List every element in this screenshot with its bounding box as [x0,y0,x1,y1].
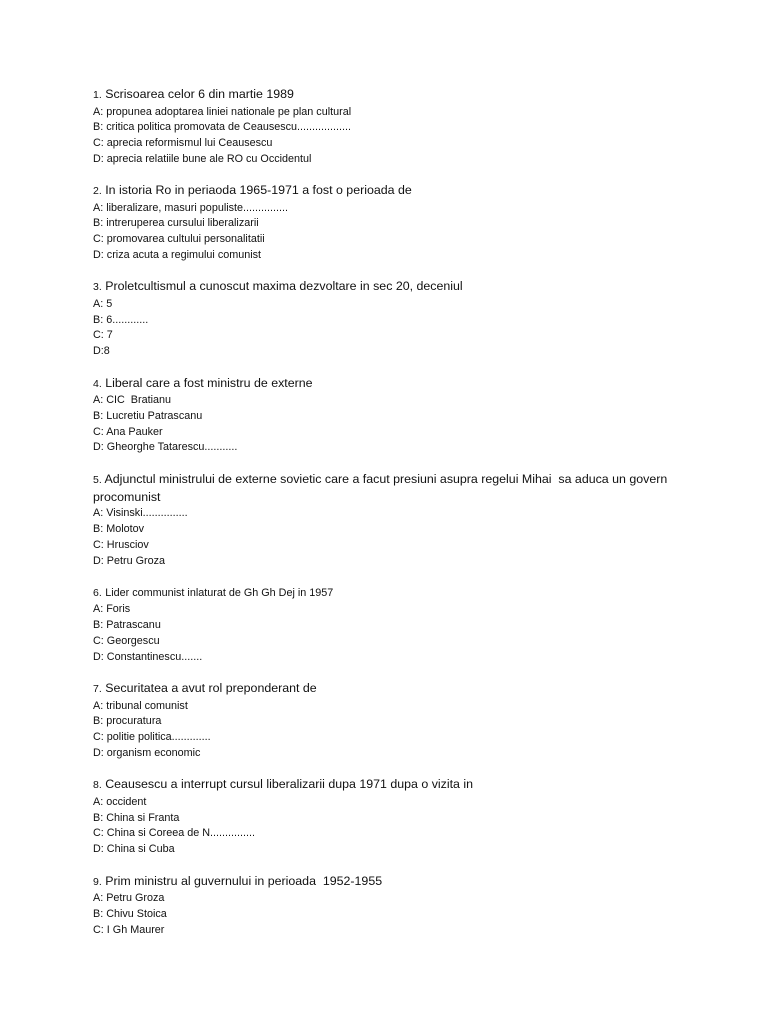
answer-option-c: C: China si Coreea de N............... [93,827,256,840]
question-title [93,182,693,200]
question-text: Lider communist inlaturat de Gh Gh Dej in 1957 [105,586,334,599]
question-1 [93,86,693,168]
question-8 [93,776,693,858]
question-9 [93,873,693,939]
question-number: 5. [93,473,102,486]
question-number: 6. [93,586,102,599]
answer-option-d: D: Constantinescu....... [93,650,203,663]
question-number: 7. [93,683,102,696]
answer-option-d: D: aprecia relatiile bune ale RO cu Occidentul [93,152,312,165]
answer-options [93,297,693,360]
answer-option-a: A: CIC Bratianu [93,394,172,407]
question-title [93,278,693,296]
answer-option-a: A: occident [93,795,147,808]
answer-option-a: A: tribunal comunist [93,699,188,712]
question-number: 3. [93,281,102,294]
answer-option-c: C: Ana Pauker [93,425,163,438]
answer-option-c: C: Hrusciov [93,538,149,551]
question-4 [93,375,693,457]
answer-options [93,795,693,858]
question-text: Ceausescu a interrupt cursul liberalizarii dupa 1971 dupa o vizita in [105,777,474,792]
question-7 [93,680,693,762]
question-5 [93,471,693,570]
answer-option-c: C: politie politica............. [93,731,211,744]
answer-option-b: B: Lucretiu Patrascanu [93,409,203,422]
answer-option-b: B: Molotov [93,523,145,536]
question-title [93,375,693,393]
answer-option-c: C: 7 [93,329,113,342]
answer-options [93,602,693,665]
answer-option-b: B: critica politica promovata de Ceausescu.................. [93,121,352,134]
question-3 [93,278,693,360]
answer-option-a: A: Petru Groza [93,892,165,904]
answer-option-a: A: liberalizare, masuri populiste............... [93,201,289,214]
question-text: Prim ministru al guvernului in perioada 1952-1955 [105,873,383,888]
question-text: In istoria Ro in periaoda 1965-1971 a fost o perioada de [105,183,412,198]
answer-option-b: B: Chivu Stoica [93,907,167,920]
answer-option-c: C: promovarea cultului personalitatii [93,233,265,246]
answer-option-d: D: criza acuta a regimului comunist [93,249,262,262]
document-page [93,86,693,953]
answer-option-d: D: China si Cuba [93,843,175,856]
answer-option-c: C: I Gh Maurer [93,923,165,936]
question-text: Scrisoarea celor 6 din martie 1989 [105,87,294,101]
answer-option-b: B: intreruperea cursului liberalizarii [93,217,259,230]
answer-option-d: D: Gheorghe Tatarescu........... [93,441,238,454]
question-title [93,776,693,794]
answer-options [93,506,693,569]
answer-option-b: B: China si Franta [93,811,180,824]
question-title [93,584,693,602]
question-6 [93,584,693,666]
question-title [93,471,671,506]
question-text: Liberal care a fost ministru de externe [105,375,313,390]
question-title [93,873,693,891]
answer-option-c: C: Georgescu [93,635,160,648]
answer-option-c: C: aprecia reformismul lui Ceausescu [93,137,273,150]
question-number: 1. [93,89,102,101]
answer-option-a: A: 5 [93,297,113,310]
answer-option-a: A: Visinski............... [93,507,188,520]
question-number: 4. [93,377,102,390]
question-text: Proletcultismul a cunoscut maxima dezvoltare in sec 20, deceniul [105,279,463,294]
question-number: 9. [93,875,102,888]
answer-options [93,393,693,456]
question-number: 8. [93,779,102,792]
answer-option-a: A: propunea adoptarea liniei nationale pe plan cultural [93,105,352,118]
answer-option-b: B: 6............ [93,313,149,326]
answer-option-b: B: Patrascanu [93,619,161,632]
question-2 [93,182,693,264]
answer-option-b: B: procuratura [93,715,162,728]
question-number: 2. [93,185,102,198]
answer-options [93,891,693,938]
question-text: Securitatea a avut rol preponderant de [105,681,317,696]
answer-options [93,699,693,762]
question-title [93,86,693,104]
question-text: Adjunctul ministrului de externe sovietic care a facut presiuni asupra regelui Mihai sa aduca un govern procomunist [93,471,671,504]
answer-option-d: D: organism economic [93,747,201,760]
answer-options [93,105,693,168]
question-title [93,680,693,698]
answer-options [93,201,693,264]
answer-option-d: D:8 [93,345,110,358]
answer-option-d: D: Petru Groza [93,554,166,567]
answer-option-a: A: Foris [93,603,131,616]
